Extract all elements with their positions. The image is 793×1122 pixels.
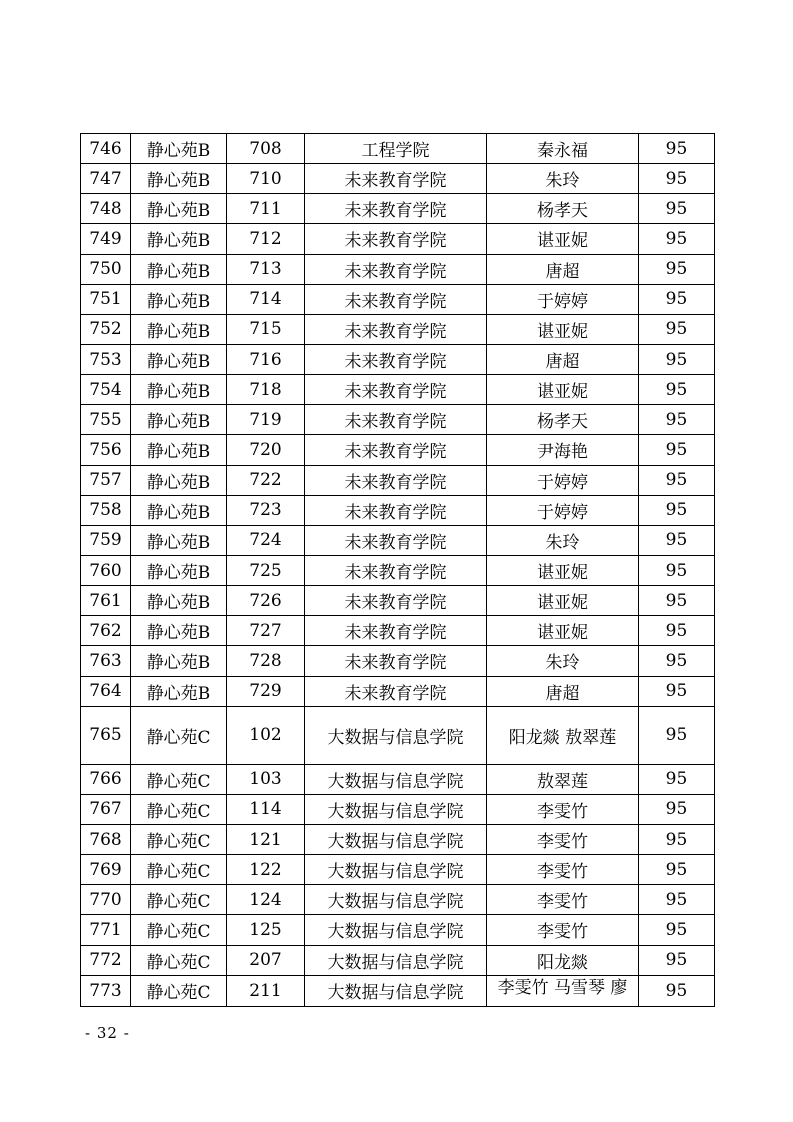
table-row (81, 525, 715, 555)
table-row (81, 764, 715, 794)
score-cell: 95 (639, 855, 715, 885)
counselor-cell: 秦永福 (487, 134, 639, 164)
score-cell: 95 (639, 224, 715, 254)
building-cell: 静心苑B (131, 525, 227, 555)
row-index-cell: 763 (81, 646, 131, 676)
building-cell: 静心苑B (131, 194, 227, 224)
room-cell: 728 (227, 646, 305, 676)
counselor-cell: 唐超 (487, 344, 639, 374)
college-cell: 大数据与信息学院 (305, 975, 487, 1006)
college-cell: 未来教育学院 (305, 525, 487, 555)
counselor-cell: 谌亚妮 (487, 224, 639, 254)
table-row (81, 375, 715, 405)
counselor-cell: 李雯竹 (487, 915, 639, 945)
row-index-cell: 749 (81, 224, 131, 254)
room-cell: 211 (227, 975, 305, 1006)
college-cell: 未来教育学院 (305, 495, 487, 525)
counselor-cell: 杨孝天 (487, 405, 639, 435)
building-cell: 静心苑B (131, 344, 227, 374)
score-cell: 95 (639, 495, 715, 525)
row-index-cell: 768 (81, 824, 131, 854)
room-cell: 729 (227, 676, 305, 706)
room-cell: 121 (227, 824, 305, 854)
college-cell: 大数据与信息学院 (305, 794, 487, 824)
college-cell: 未来教育学院 (305, 465, 487, 495)
row-index-cell: 764 (81, 676, 131, 706)
table-row (81, 885, 715, 915)
row-index-cell: 755 (81, 405, 131, 435)
building-cell: 静心苑B (131, 405, 227, 435)
table-row (81, 164, 715, 194)
row-index-cell: 772 (81, 945, 131, 975)
counselor-cell: 李雯竹 (487, 794, 639, 824)
table-row (81, 586, 715, 616)
counselor-cell: 朱玲 (487, 646, 639, 676)
counselor-cell: 谌亚妮 (487, 375, 639, 405)
row-index-cell: 753 (81, 344, 131, 374)
score-cell: 95 (639, 435, 715, 465)
building-cell: 静心苑B (131, 555, 227, 585)
room-cell: 124 (227, 885, 305, 915)
college-cell: 未来教育学院 (305, 646, 487, 676)
row-index-cell: 770 (81, 885, 131, 915)
college-cell: 大数据与信息学院 (305, 915, 487, 945)
counselor-cell: 尹海艳 (487, 435, 639, 465)
counselor-cell: 于婷婷 (487, 465, 639, 495)
table-body (81, 134, 715, 1007)
score-cell: 95 (639, 646, 715, 676)
table-row (81, 194, 715, 224)
room-cell: 708 (227, 134, 305, 164)
table-row (81, 676, 715, 706)
score-cell: 95 (639, 975, 715, 1006)
room-cell: 726 (227, 586, 305, 616)
table-row (81, 465, 715, 495)
page-number: - 32 - (85, 1024, 130, 1042)
college-cell: 未来教育学院 (305, 314, 487, 344)
building-cell: 静心苑B (131, 676, 227, 706)
score-cell: 95 (639, 134, 715, 164)
college-cell: 大数据与信息学院 (305, 855, 487, 885)
counselor-cell: 朱玲 (487, 164, 639, 194)
college-cell: 未来教育学院 (305, 555, 487, 585)
row-index-cell: 767 (81, 794, 131, 824)
room-cell: 114 (227, 794, 305, 824)
college-cell: 未来教育学院 (305, 405, 487, 435)
table-row (81, 435, 715, 465)
room-cell: 714 (227, 284, 305, 314)
room-cell: 720 (227, 435, 305, 465)
college-cell: 未来教育学院 (305, 224, 487, 254)
college-cell: 未来教育学院 (305, 616, 487, 646)
college-cell: 未来教育学院 (305, 344, 487, 374)
building-cell: 静心苑B (131, 616, 227, 646)
row-index-cell: 757 (81, 465, 131, 495)
building-cell: 静心苑B (131, 314, 227, 344)
score-cell: 95 (639, 284, 715, 314)
college-cell: 未来教育学院 (305, 284, 487, 314)
college-cell: 大数据与信息学院 (305, 764, 487, 794)
table-row (81, 646, 715, 676)
table-row (81, 224, 715, 254)
row-index-cell: 758 (81, 495, 131, 525)
college-cell: 未来教育学院 (305, 164, 487, 194)
score-cell: 95 (639, 794, 715, 824)
college-cell: 大数据与信息学院 (305, 885, 487, 915)
score-cell: 95 (639, 706, 715, 764)
counselor-cell: 李雯竹 (487, 824, 639, 854)
building-cell: 静心苑B (131, 435, 227, 465)
counselor-cell: 唐超 (487, 254, 639, 284)
row-index-cell: 756 (81, 435, 131, 465)
college-cell: 大数据与信息学院 (305, 706, 487, 764)
building-cell: 静心苑B (131, 465, 227, 495)
table-row (81, 945, 715, 975)
room-cell: 710 (227, 164, 305, 194)
score-cell: 95 (639, 555, 715, 585)
row-index-cell: 765 (81, 706, 131, 764)
building-cell: 静心苑B (131, 254, 227, 284)
building-cell: 静心苑C (131, 975, 227, 1006)
row-index-cell: 766 (81, 764, 131, 794)
table-row (81, 855, 715, 885)
row-index-cell: 762 (81, 616, 131, 646)
building-cell: 静心苑C (131, 915, 227, 945)
counselor-cell: 唐超 (487, 676, 639, 706)
counselor-cell: 谌亚妮 (487, 314, 639, 344)
building-cell: 静心苑B (131, 134, 227, 164)
table-row (81, 915, 715, 945)
building-cell: 静心苑C (131, 855, 227, 885)
table-row (81, 706, 715, 764)
score-cell: 95 (639, 945, 715, 975)
room-cell: 711 (227, 194, 305, 224)
score-cell: 95 (639, 586, 715, 616)
room-cell: 724 (227, 525, 305, 555)
room-cell: 715 (227, 314, 305, 344)
room-cell: 712 (227, 224, 305, 254)
college-cell: 大数据与信息学院 (305, 945, 487, 975)
room-cell: 722 (227, 465, 305, 495)
counselor-cell: 阳龙燚 (487, 945, 639, 975)
building-cell: 静心苑C (131, 794, 227, 824)
score-cell: 95 (639, 164, 715, 194)
building-cell: 静心苑C (131, 945, 227, 975)
score-cell: 95 (639, 525, 715, 555)
room-cell: 122 (227, 855, 305, 885)
score-cell: 95 (639, 375, 715, 405)
dormitory-score-table (80, 133, 715, 1007)
room-cell: 723 (227, 495, 305, 525)
college-cell: 工程学院 (305, 134, 487, 164)
college-cell: 未来教育学院 (305, 676, 487, 706)
table-row (81, 824, 715, 854)
table-row (81, 314, 715, 344)
building-cell: 静心苑B (131, 375, 227, 405)
row-index-cell: 761 (81, 586, 131, 616)
table-row (81, 134, 715, 164)
room-cell: 125 (227, 915, 305, 945)
room-cell: 727 (227, 616, 305, 646)
counselor-cell: 阳龙燚 敖翠莲 (487, 706, 639, 764)
table-row (81, 284, 715, 314)
building-cell: 静心苑B (131, 646, 227, 676)
score-cell: 95 (639, 915, 715, 945)
building-cell: 静心苑C (131, 706, 227, 764)
building-cell: 静心苑C (131, 885, 227, 915)
building-cell: 静心苑C (131, 764, 227, 794)
college-cell: 未来教育学院 (305, 254, 487, 284)
counselor-cell: 朱玲 (487, 525, 639, 555)
score-cell: 95 (639, 824, 715, 854)
room-cell: 102 (227, 706, 305, 764)
row-index-cell: 760 (81, 555, 131, 585)
row-index-cell: 771 (81, 915, 131, 945)
row-index-cell: 751 (81, 284, 131, 314)
score-cell: 95 (639, 344, 715, 374)
row-index-cell: 747 (81, 164, 131, 194)
room-cell: 207 (227, 945, 305, 975)
score-cell: 95 (639, 616, 715, 646)
room-cell: 103 (227, 764, 305, 794)
row-index-cell: 773 (81, 975, 131, 1006)
row-index-cell: 754 (81, 375, 131, 405)
score-cell: 95 (639, 254, 715, 284)
counselor-cell: 谌亚妮 (487, 555, 639, 585)
building-cell: 静心苑B (131, 284, 227, 314)
college-cell: 未来教育学院 (305, 194, 487, 224)
table-row (81, 495, 715, 525)
room-cell: 719 (227, 405, 305, 435)
row-index-cell: 752 (81, 314, 131, 344)
counselor-cell: 李雯竹 (487, 885, 639, 915)
building-cell: 静心苑B (131, 495, 227, 525)
row-index-cell: 746 (81, 134, 131, 164)
room-cell: 713 (227, 254, 305, 284)
score-cell: 95 (639, 885, 715, 915)
college-cell: 未来教育学院 (305, 586, 487, 616)
table-row (81, 254, 715, 284)
room-cell: 718 (227, 375, 305, 405)
counselor-cell: 于婷婷 (487, 495, 639, 525)
counselor-cell: 谌亚妮 (487, 586, 639, 616)
counselor-cell: 于婷婷 (487, 284, 639, 314)
score-cell: 95 (639, 314, 715, 344)
table-row (81, 616, 715, 646)
building-cell: 静心苑B (131, 164, 227, 194)
score-cell: 95 (639, 194, 715, 224)
building-cell: 静心苑C (131, 824, 227, 854)
college-cell: 未来教育学院 (305, 375, 487, 405)
counselor-cell: 谌亚妮 (487, 616, 639, 646)
score-cell: 95 (639, 764, 715, 794)
counselor-cell: 敖翠莲 (487, 764, 639, 794)
row-index-cell: 750 (81, 254, 131, 284)
score-cell: 95 (639, 465, 715, 495)
college-cell: 未来教育学院 (305, 435, 487, 465)
college-cell: 大数据与信息学院 (305, 824, 487, 854)
counselor-cell: 李雯竹 马雪琴 廖 (487, 975, 639, 1006)
score-cell: 95 (639, 405, 715, 435)
building-cell: 静心苑B (131, 586, 227, 616)
row-index-cell: 759 (81, 525, 131, 555)
table-row (81, 975, 715, 1006)
row-index-cell: 748 (81, 194, 131, 224)
counselor-cell: 李雯竹 (487, 855, 639, 885)
score-cell: 95 (639, 676, 715, 706)
counselor-cell: 杨孝天 (487, 194, 639, 224)
building-cell: 静心苑B (131, 224, 227, 254)
table-row (81, 555, 715, 585)
table-row (81, 794, 715, 824)
table-row (81, 405, 715, 435)
room-cell: 716 (227, 344, 305, 374)
row-index-cell: 769 (81, 855, 131, 885)
table-row (81, 344, 715, 374)
room-cell: 725 (227, 555, 305, 585)
